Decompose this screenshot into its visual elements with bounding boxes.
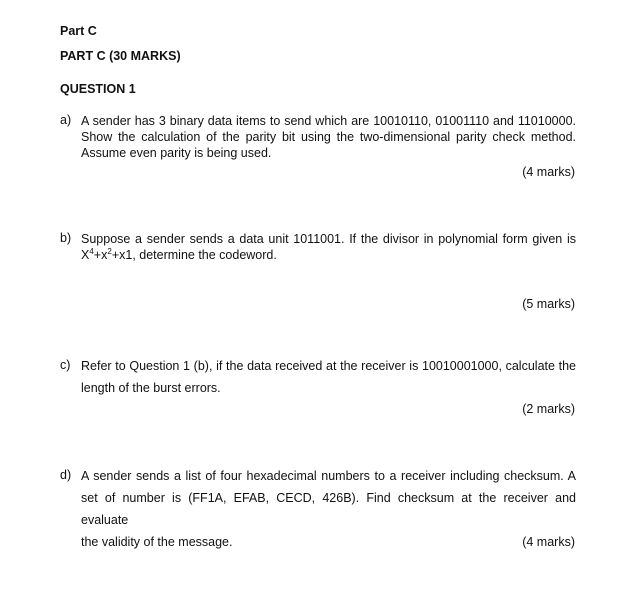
question-a-line: Assume even parity is being used. [81,146,272,160]
poly-x: X [81,248,90,262]
question-a-line: Show the calculation of the parity bit using the two-dimensional parity check method. [81,130,576,144]
poly-exponent-4: 4 [89,247,94,256]
part-title: Part C [60,24,97,38]
question-d-line: the validity of the message. [81,535,233,549]
question-c-marks: (2 marks) [522,402,575,416]
poly-exponent-2: 2 [107,247,112,256]
part-marks-heading: PART C (30 MARKS) [60,49,181,63]
question-b-text [81,231,576,263]
question-heading: QUESTION 1 [60,82,136,96]
question-c-line: Refer to Question 1 (b), if the data received at the receiver is 10010001000, calculate the [81,359,576,373]
question-c-line: length of the burst errors. [81,381,221,395]
question-b-marks: (5 marks) [522,297,575,311]
question-d-text [81,465,576,553]
question-d-line: set of number is (FF1A, EFAB, CECD, 426B). Find checksum at the receiver and evaluate [81,491,576,527]
question-b-label: b) [60,231,72,245]
question-b-polynomial-line [81,247,576,263]
question-b-line: Suppose a sender sends a data unit 1011001. If the divisor in polynomial form given is [81,232,576,246]
poly-mid: +x [93,248,108,262]
question-a-text [81,113,576,161]
question-d-marks: (4 marks) [522,535,575,549]
question-a-line: A sender has 3 binary data items to send which are 10010110, 01001110 and 11010000. [81,114,576,128]
question-a-label: a) [60,113,72,127]
poly-end: +x1, determine the codeword. [111,248,277,262]
question-c-text [81,355,576,399]
question-a-marks: (4 marks) [522,165,575,179]
question-c-label: c) [60,358,71,372]
question-d-line: A sender sends a list of four hexadecimal numbers to a receiver including checksum. A [81,469,576,483]
question-d-label: d) [60,468,72,482]
